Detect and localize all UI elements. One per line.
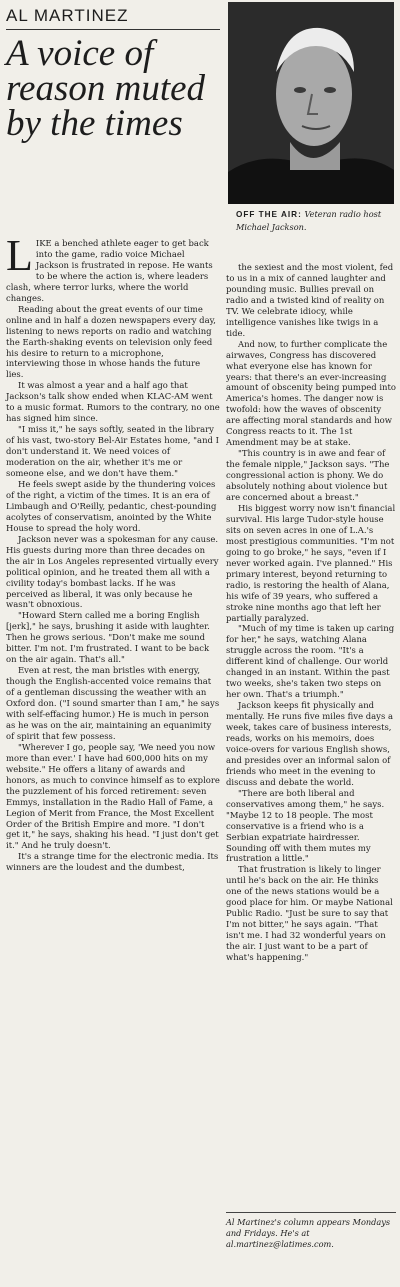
column-footer-note: Al Martinez's column appears Mondays and Fridays. He's at al.martinez@latimes.com. bbox=[226, 1212, 396, 1250]
paragraph-text: Jackson never was a spokesman for any cause. His guests during more than three decades on the air in Los Angeles represented virtually every political opinion, and he treated them all with a civility today's bombast lacks. If he was perceived as liberal, it was only because he wasn't obnoxious. bbox=[6, 533, 219, 610]
article-paragraph bbox=[6, 304, 220, 381]
article-paragraph bbox=[226, 262, 396, 339]
article-column-1 bbox=[6, 231, 220, 873]
article-paragraph bbox=[6, 851, 220, 873]
caption-text: Veteran radio host Michael Jackson. bbox=[236, 209, 382, 232]
paragraph-text: "This country is in awe and fear of the female nipple," Jackson says. "The congressional action is phony. We do absolutely nothing about violence but are concerned about a breast." bbox=[226, 448, 390, 503]
paragraph-text: the sexiest and the most violent, fed to us in a mix of canned laughter and pounding music. Bullies prevail on radio and a twisted kind of reality on TV. We celebrate idiocy, while intelligence vanishes like twigs in a tide. bbox=[226, 262, 394, 338]
article-column-2 bbox=[226, 262, 396, 963]
article-paragraph bbox=[226, 623, 396, 700]
paragraph-text: "I miss it," he says softly, seated in the library of his vast, two-story Bel-Air Estates home, "and I don't understand it. We need voices of moderation on the air, whether it's me or someone else, and we don't have them." bbox=[6, 424, 219, 479]
photo-caption bbox=[236, 208, 396, 233]
article-paragraph bbox=[6, 665, 220, 742]
article-paragraph bbox=[226, 448, 396, 503]
article-paragraph bbox=[226, 788, 396, 865]
paragraph-text: His biggest worry now isn't financial survival. His large Tudor-style house sits on seven acres in one of L.A.'s most prestigious communities. "I'm not going to go broke," he says, "even if I never worked again. I've planned." His primary interest, beyond returning to radio, is restoring the health of Alana, his wife of 39 years, who suffered a stroke nine months ago that left her partially paralyzed. bbox=[226, 502, 396, 623]
article-paragraph bbox=[6, 380, 220, 424]
article-paragraph bbox=[6, 424, 220, 479]
article-paragraph bbox=[226, 700, 396, 788]
paragraph-text: "Wherever I go, people say, 'We need you now more than ever.' I have had 600,000 hits on my website." He offers a litany of awards and honors, as much to convince himself as to explore the puzzlement of his forced retirement: seven Emmys, installation in the Radio Hall of Fame, a Legion of Merit from France, the Most Excellent Order of the British Empire and more. "I don't get it," he says, shaking his head. "I just don't get it." And he truly doesn't. bbox=[6, 741, 220, 851]
paragraph-text: It's a strange time for the electronic media. Its winners are the loudest and the dumbest, bbox=[6, 851, 219, 873]
article-paragraph bbox=[226, 339, 396, 449]
article-paragraph bbox=[6, 479, 220, 534]
byline: AL MARTINEZ bbox=[6, 6, 220, 30]
paragraph-text: "Howard Stern called me a boring English [jerk]," he says, brushing it aside with laughter. Then he grows serious. "Don't make me sound bitter. I'm not. I'm frustrated. I want to be back on the air again. That's all." bbox=[6, 610, 210, 665]
article-paragraph bbox=[6, 534, 220, 611]
article-paragraph bbox=[226, 864, 396, 963]
drop-cap: L bbox=[6, 231, 33, 280]
article-paragraph bbox=[6, 610, 220, 665]
article-paragraph bbox=[6, 742, 220, 852]
article-paragraph bbox=[226, 503, 396, 623]
paragraph-text: He feels swept aside by the thundering voices of the right, a victim of the times. It is an era of Limbaugh and O'Reilly, pedantic, chest-pounding acolytes of conservatism, anointed by the White House to spread the holy word. bbox=[6, 478, 217, 533]
headline: A voice of reason muted by the times bbox=[6, 33, 206, 144]
paragraph-text: Jackson keeps fit physically and mentally. He runs five miles five days a week, takes care of business interests, reads, works on his memoirs, does voice-overs for various English shows, and presides over an informal salon of friends who meet in the evening to discuss and debate the world. bbox=[226, 700, 393, 787]
paragraph-text: "There are both liberal and conservatives among them," he says. "Maybe 12 to 18 people. The most conservative is a friend who is a Serbian expatriate hairdresser. Sounding off with them mutes my frustration a little." bbox=[226, 787, 385, 864]
article-paragraph bbox=[6, 231, 220, 304]
paragraph-text: IKE a benched athlete eager to get back into the game, radio voice Michael Jackson is frustrated in repose. He wants to be where the action is, where leaders clash, where terror lurks, where the world changes. bbox=[6, 238, 213, 303]
caption-label: OFF THE AIR: bbox=[236, 210, 302, 219]
paragraph-text: "Much of my time is taken up caring for her," he says, watching Alana struggle across the room. "It's a different kind of challenge. Our world changed in an instant. Within the past two weeks, she's taken two steps on her own. That's a triumph." bbox=[226, 623, 395, 700]
paragraph-text: Reading about the great events of our time online and in half a dozen newspapers every day, listening to news reports on radio and watching the Earth-shaking events on television only feed his desire to return to a microphone, interviewing those in whose hands the future lies. bbox=[6, 303, 216, 380]
paragraph-text: Even at rest, the man bristles with energy, though the English-accented voice remains that of a gentleman discussing the weather with an Oxford don. ("I sound smarter than I am," he says with self-effacing humor.) He is much in person as he was on the air, maintaining an equanimity of spirit that few possess. bbox=[6, 665, 220, 741]
portrait-image bbox=[228, 2, 394, 204]
paragraph-text: It was almost a year and a half ago that Jackson's talk show ended when KLAC-AM went to a music format. Rumors to the contrary, no one has signed him since. bbox=[6, 380, 220, 424]
paragraph-text: That frustration is likely to linger until he's back on the air. He thinks one of the news stations would be a good place for him. Or maybe National Public Radio. "Just be sure to say that I'm not bitter," he says again. "That isn't me. I had 32 wonderful years on the air. I just want to be a part of what's happening." bbox=[226, 864, 393, 963]
portrait-photo bbox=[228, 2, 394, 204]
paragraph-text: And now, to further complicate the airwaves, Congress has discovered what everyone else has known for years: that there's an ever-increasing amount of obscenity being pumped into America's homes. The danger now is twofold: how the waves of obscenity are affecting moral standards and how Congress reacts to it. The 1st Amendment may be at stake. bbox=[226, 338, 396, 448]
